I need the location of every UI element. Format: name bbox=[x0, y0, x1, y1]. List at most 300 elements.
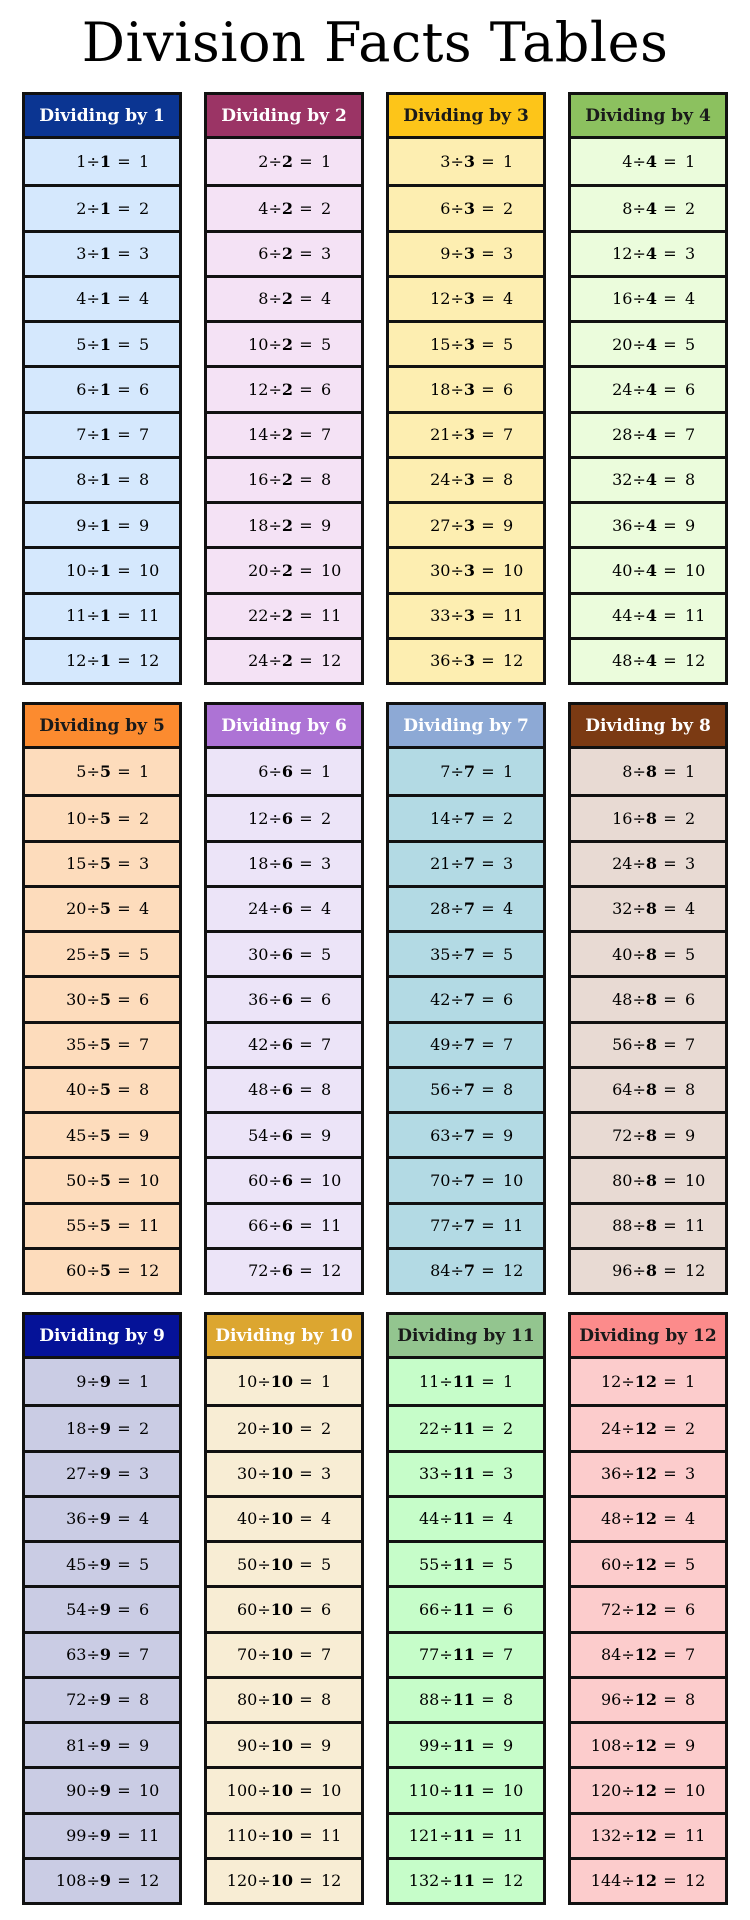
divisor: 10 bbox=[270, 1418, 293, 1438]
divisor: 10 bbox=[270, 1780, 293, 1800]
division-sign: ÷ bbox=[632, 808, 646, 828]
division-expression bbox=[25, 1555, 113, 1574]
fact-row bbox=[571, 1066, 725, 1111]
division-sign: ÷ bbox=[439, 1464, 453, 1484]
divisor: 7 bbox=[463, 944, 475, 964]
division-expression bbox=[25, 516, 113, 535]
dividend: 1 bbox=[76, 152, 87, 172]
division-expression bbox=[207, 335, 295, 354]
equals-sign: = bbox=[663, 1690, 677, 1710]
division-sign: ÷ bbox=[268, 379, 282, 399]
fact-row bbox=[25, 1359, 179, 1404]
equals-sign: = bbox=[481, 379, 495, 399]
fact-row bbox=[571, 1111, 725, 1156]
divisor: 3 bbox=[463, 289, 475, 309]
dividend: 10 bbox=[66, 560, 87, 580]
quotient: 5 bbox=[685, 334, 696, 354]
divisor: 8 bbox=[645, 808, 657, 828]
fact-row bbox=[571, 1495, 725, 1540]
division-expression bbox=[207, 1419, 295, 1438]
divisor: 3 bbox=[463, 152, 475, 172]
divisor: 3 bbox=[463, 606, 475, 626]
dividend: 50 bbox=[236, 1554, 258, 1574]
dividend: 12 bbox=[600, 1372, 622, 1392]
equals-sign: = bbox=[481, 560, 495, 580]
division-expression bbox=[571, 899, 659, 918]
quotient: 3 bbox=[321, 244, 332, 264]
fact-row bbox=[25, 637, 179, 682]
divisor: 10 bbox=[270, 1599, 293, 1619]
fact-row bbox=[207, 1156, 361, 1201]
table-header: Dividing by 11 bbox=[389, 1315, 543, 1359]
dividend: 12 bbox=[612, 244, 633, 264]
quotient: 3 bbox=[139, 1464, 150, 1484]
divisor: 1 bbox=[99, 289, 111, 309]
divisor: 12 bbox=[634, 1780, 657, 1800]
fact-row bbox=[25, 1766, 179, 1811]
page-title: Division Facts Tables bbox=[81, 11, 669, 74]
equals-sign: = bbox=[117, 1372, 131, 1392]
divisor: 4 bbox=[645, 560, 657, 580]
quotient: 8 bbox=[321, 1690, 332, 1710]
equals-sign: = bbox=[481, 1125, 495, 1145]
fact-row bbox=[207, 411, 361, 456]
division-expression bbox=[571, 809, 659, 828]
divisor: 2 bbox=[281, 244, 293, 264]
quotient: 9 bbox=[503, 1735, 514, 1755]
quotient: 12 bbox=[139, 1871, 160, 1891]
division-expression bbox=[207, 1080, 295, 1099]
division-sign: ÷ bbox=[632, 944, 646, 964]
equals-sign: = bbox=[117, 515, 131, 535]
dividend: 90 bbox=[66, 1780, 87, 1800]
fact-row bbox=[25, 1540, 179, 1585]
division-sign: ÷ bbox=[632, 289, 646, 309]
division-expression bbox=[207, 1126, 295, 1145]
divisor: 12 bbox=[634, 1418, 657, 1438]
quotient: 12 bbox=[503, 1261, 524, 1281]
quotient: 12 bbox=[139, 1261, 160, 1281]
quotient: 6 bbox=[503, 1599, 514, 1619]
fact-row bbox=[25, 1247, 179, 1292]
equals-sign: = bbox=[117, 425, 131, 445]
quotient: 10 bbox=[139, 560, 160, 580]
division-sign: ÷ bbox=[86, 762, 100, 782]
equals-sign: = bbox=[481, 1780, 495, 1800]
equals-sign: = bbox=[299, 198, 313, 218]
fact-row bbox=[389, 930, 543, 975]
equals-sign: = bbox=[299, 1035, 313, 1055]
equals-sign: = bbox=[299, 1826, 313, 1846]
dividend: 6 bbox=[440, 198, 451, 218]
fact-row bbox=[207, 1812, 361, 1857]
divisor: 8 bbox=[645, 1261, 657, 1281]
quotient: 2 bbox=[503, 808, 514, 828]
fact-row bbox=[207, 1021, 361, 1066]
divisor: 8 bbox=[645, 1170, 657, 1190]
division-expression bbox=[389, 1419, 477, 1438]
equals-sign: = bbox=[663, 1509, 677, 1529]
divisor: 5 bbox=[99, 1261, 111, 1281]
division-expression bbox=[25, 152, 113, 171]
fact-row bbox=[207, 1404, 361, 1449]
quotient: 5 bbox=[139, 334, 150, 354]
equals-sign: = bbox=[117, 1826, 131, 1846]
equals-sign: = bbox=[481, 198, 495, 218]
fact-row bbox=[389, 456, 543, 501]
equals-sign: = bbox=[117, 899, 131, 919]
fact-row bbox=[571, 1450, 725, 1495]
division-sign: ÷ bbox=[450, 289, 464, 309]
dividend: 12 bbox=[66, 651, 87, 671]
equals-sign: = bbox=[663, 899, 677, 919]
fact-row bbox=[25, 184, 179, 229]
fact-row bbox=[207, 275, 361, 320]
division-sign: ÷ bbox=[268, 989, 282, 1009]
fact-row bbox=[571, 501, 725, 546]
equals-sign: = bbox=[481, 1690, 495, 1710]
equals-sign: = bbox=[663, 944, 677, 964]
dividend: 10 bbox=[236, 1372, 258, 1392]
division-sign: ÷ bbox=[621, 1464, 635, 1484]
quotient: 7 bbox=[503, 1035, 514, 1055]
division-sign: ÷ bbox=[268, 762, 282, 782]
divisor: 6 bbox=[281, 1035, 293, 1055]
divisor: 7 bbox=[463, 899, 475, 919]
quotient: 6 bbox=[503, 379, 514, 399]
fact-row bbox=[207, 546, 361, 591]
equals-sign: = bbox=[299, 1780, 313, 1800]
division-sign: ÷ bbox=[621, 1418, 635, 1438]
equals-sign: = bbox=[481, 762, 495, 782]
division-expression bbox=[207, 244, 295, 263]
equals-sign: = bbox=[481, 470, 495, 490]
equals-sign: = bbox=[481, 1645, 495, 1665]
divisor: 7 bbox=[463, 1080, 475, 1100]
division-sign: ÷ bbox=[450, 762, 464, 782]
table-header: Dividing by 9 bbox=[25, 1315, 179, 1359]
equals-sign: = bbox=[663, 1216, 677, 1236]
division-expression bbox=[389, 516, 477, 535]
fact-row bbox=[571, 365, 725, 410]
fact-row bbox=[25, 456, 179, 501]
equals-sign: = bbox=[299, 515, 313, 535]
fact-row bbox=[389, 546, 543, 591]
quotient: 1 bbox=[503, 1372, 514, 1392]
division-expression bbox=[389, 1781, 477, 1800]
quotient: 4 bbox=[685, 1509, 696, 1529]
equals-sign: = bbox=[481, 334, 495, 354]
dividend: 77 bbox=[430, 1216, 451, 1236]
division-sign: ÷ bbox=[439, 1735, 453, 1755]
division-sign: ÷ bbox=[450, 1125, 464, 1145]
division-expression bbox=[207, 1509, 295, 1528]
equals-sign: = bbox=[663, 198, 677, 218]
divisor: 4 bbox=[645, 606, 657, 626]
divisor: 10 bbox=[270, 1554, 293, 1574]
division-expression bbox=[207, 1464, 295, 1483]
division-expression bbox=[571, 470, 659, 489]
equals-sign: = bbox=[117, 1509, 131, 1529]
divisor: 9 bbox=[99, 1464, 111, 1484]
division-sign: ÷ bbox=[450, 334, 464, 354]
division-sign: ÷ bbox=[86, 152, 100, 172]
divisor: 8 bbox=[645, 762, 657, 782]
fact-row bbox=[389, 1721, 543, 1766]
division-sign: ÷ bbox=[450, 470, 464, 490]
division-sign: ÷ bbox=[257, 1372, 271, 1392]
equals-sign: = bbox=[663, 1464, 677, 1484]
dividend: 56 bbox=[430, 1080, 451, 1100]
division-sign: ÷ bbox=[86, 198, 100, 218]
equals-sign: = bbox=[299, 244, 313, 264]
equals-sign: = bbox=[481, 1826, 495, 1846]
division-sign: ÷ bbox=[268, 1261, 282, 1281]
division-sign: ÷ bbox=[268, 808, 282, 828]
division-expression bbox=[571, 1171, 659, 1190]
dividend: 36 bbox=[66, 1509, 87, 1529]
dividend: 35 bbox=[430, 944, 451, 964]
dividend: 27 bbox=[66, 1464, 87, 1484]
dividend: 3 bbox=[76, 244, 87, 264]
quotient: 7 bbox=[503, 1645, 514, 1665]
division-expression bbox=[207, 425, 295, 444]
division-sign: ÷ bbox=[621, 1645, 635, 1665]
division-expression bbox=[389, 1736, 477, 1755]
dividend: 24 bbox=[612, 379, 633, 399]
division-expression bbox=[25, 945, 113, 964]
dividend: 10 bbox=[248, 334, 269, 354]
fact-row bbox=[389, 320, 543, 365]
divisor: 8 bbox=[645, 899, 657, 919]
fact-row bbox=[25, 1631, 179, 1676]
division-sign: ÷ bbox=[450, 606, 464, 626]
quotient: 5 bbox=[503, 1554, 514, 1574]
divisor: 2 bbox=[281, 334, 293, 354]
divisor: 2 bbox=[281, 289, 293, 309]
quotient: 9 bbox=[685, 1735, 696, 1755]
division-expression bbox=[571, 561, 659, 580]
dividend: 44 bbox=[612, 606, 633, 626]
quotient: 7 bbox=[503, 425, 514, 445]
division-expression bbox=[571, 854, 659, 873]
fact-row bbox=[389, 1676, 543, 1721]
equals-sign: = bbox=[663, 334, 677, 354]
fact-row bbox=[25, 1676, 179, 1721]
fact-row bbox=[389, 1540, 543, 1585]
division-sign: ÷ bbox=[632, 515, 646, 535]
division-expression bbox=[571, 1871, 659, 1890]
quotient: 10 bbox=[685, 560, 706, 580]
fact-row bbox=[25, 1585, 179, 1630]
fact-row bbox=[571, 794, 725, 839]
quotient: 8 bbox=[139, 470, 150, 490]
division-table bbox=[22, 92, 182, 685]
division-sign: ÷ bbox=[268, 1080, 282, 1100]
division-expression bbox=[389, 854, 477, 873]
equals-sign: = bbox=[663, 244, 677, 264]
quotient: 2 bbox=[139, 808, 150, 828]
fact-row bbox=[207, 637, 361, 682]
division-sign: ÷ bbox=[621, 1599, 635, 1619]
dividend: 2 bbox=[76, 198, 87, 218]
equals-sign: = bbox=[481, 244, 495, 264]
table-header: Dividing by 1 bbox=[25, 95, 179, 139]
division-sign: ÷ bbox=[632, 334, 646, 354]
equals-sign: = bbox=[663, 606, 677, 626]
division-expression bbox=[25, 1690, 113, 1709]
division-expression bbox=[25, 561, 113, 580]
quotient: 7 bbox=[139, 1035, 150, 1055]
dividend: 22 bbox=[418, 1418, 440, 1438]
equals-sign: = bbox=[299, 560, 313, 580]
division-sign: ÷ bbox=[86, 1464, 100, 1484]
divisor: 4 bbox=[645, 198, 657, 218]
fact-row bbox=[571, 230, 725, 275]
divisor: 9 bbox=[99, 1509, 111, 1529]
divisor: 3 bbox=[463, 244, 475, 264]
dividend: 55 bbox=[418, 1554, 440, 1574]
quotient: 2 bbox=[321, 808, 332, 828]
division-expression bbox=[389, 1372, 477, 1391]
equals-sign: = bbox=[299, 1372, 313, 1392]
dividend: 70 bbox=[430, 1170, 451, 1190]
equals-sign: = bbox=[481, 1372, 495, 1392]
division-sign: ÷ bbox=[268, 560, 282, 580]
division-sign: ÷ bbox=[86, 1216, 100, 1236]
divisor: 3 bbox=[463, 470, 475, 490]
division-sign: ÷ bbox=[450, 379, 464, 399]
equals-sign: = bbox=[117, 334, 131, 354]
fact-row bbox=[207, 1111, 361, 1156]
dividend: 16 bbox=[248, 470, 269, 490]
fact-row bbox=[389, 1812, 543, 1857]
divisor: 2 bbox=[281, 470, 293, 490]
division-sign: ÷ bbox=[86, 606, 100, 626]
dividend: 33 bbox=[418, 1464, 440, 1484]
fact-row bbox=[25, 840, 179, 885]
divisor: 5 bbox=[99, 1170, 111, 1190]
division-expression bbox=[571, 990, 659, 1009]
division-table bbox=[386, 702, 546, 1295]
dividend: 36 bbox=[430, 651, 451, 671]
dividend: 81 bbox=[66, 1735, 87, 1755]
division-sign: ÷ bbox=[86, 1170, 100, 1190]
quotient: 3 bbox=[503, 244, 514, 264]
division-sign: ÷ bbox=[268, 198, 282, 218]
equals-sign: = bbox=[299, 606, 313, 626]
quotient: 1 bbox=[503, 152, 514, 172]
division-sign: ÷ bbox=[86, 1509, 100, 1529]
equals-sign: = bbox=[481, 515, 495, 535]
dividend: 12 bbox=[248, 808, 269, 828]
dividend: 30 bbox=[66, 989, 87, 1009]
divisor: 11 bbox=[452, 1599, 475, 1619]
divisor: 4 bbox=[645, 289, 657, 309]
division-sign: ÷ bbox=[632, 606, 646, 626]
divisor: 7 bbox=[463, 1261, 475, 1281]
dividend: 72 bbox=[612, 1125, 633, 1145]
divisor: 12 bbox=[634, 1464, 657, 1484]
equals-sign: = bbox=[481, 1871, 495, 1891]
quotient: 8 bbox=[503, 1690, 514, 1710]
fact-row bbox=[207, 184, 361, 229]
equals-sign: = bbox=[117, 762, 131, 782]
fact-row bbox=[207, 1450, 361, 1495]
quotient: 8 bbox=[139, 1690, 150, 1710]
quotient: 8 bbox=[139, 1080, 150, 1100]
quotient: 9 bbox=[321, 1735, 332, 1755]
equals-sign: = bbox=[481, 1080, 495, 1100]
division-expression bbox=[389, 470, 477, 489]
division-expression bbox=[389, 425, 477, 444]
equals-sign: = bbox=[117, 1125, 131, 1145]
division-sign: ÷ bbox=[632, 1080, 646, 1100]
division-sign: ÷ bbox=[86, 515, 100, 535]
divisor: 7 bbox=[463, 808, 475, 828]
division-expression bbox=[207, 1871, 295, 1890]
equals-sign: = bbox=[481, 289, 495, 309]
division-sign: ÷ bbox=[632, 198, 646, 218]
quotient: 3 bbox=[321, 854, 332, 874]
dividend: 45 bbox=[66, 1125, 87, 1145]
dividend: 4 bbox=[622, 152, 633, 172]
division-sign: ÷ bbox=[268, 1216, 282, 1236]
fact-row bbox=[25, 1202, 179, 1247]
quotient: 11 bbox=[321, 1216, 342, 1236]
divisor: 4 bbox=[645, 152, 657, 172]
quotient: 1 bbox=[139, 1372, 150, 1392]
fact-row bbox=[571, 411, 725, 456]
division-expression bbox=[571, 1555, 659, 1574]
divisor: 11 bbox=[452, 1735, 475, 1755]
fact-row bbox=[25, 885, 179, 930]
fact-row bbox=[571, 1676, 725, 1721]
quotient: 1 bbox=[139, 152, 150, 172]
quotient: 2 bbox=[139, 198, 150, 218]
dividend: 6 bbox=[258, 762, 269, 782]
quotient: 7 bbox=[685, 1035, 696, 1055]
quotient: 5 bbox=[139, 944, 150, 964]
equals-sign: = bbox=[663, 1080, 677, 1100]
divisor: 9 bbox=[99, 1418, 111, 1438]
divisor: 5 bbox=[99, 1035, 111, 1055]
dividend: 144 bbox=[590, 1871, 622, 1891]
fact-row bbox=[571, 320, 725, 365]
division-sign: ÷ bbox=[268, 899, 282, 919]
division-table bbox=[204, 702, 364, 1295]
divisor: 8 bbox=[645, 854, 657, 874]
divisor: 2 bbox=[281, 152, 293, 172]
divisor: 6 bbox=[281, 989, 293, 1009]
fact-row bbox=[25, 1857, 179, 1902]
dividend: 88 bbox=[418, 1690, 440, 1710]
quotient: 1 bbox=[503, 762, 514, 782]
division-expression bbox=[207, 1781, 295, 1800]
division-sign: ÷ bbox=[268, 1035, 282, 1055]
division-expression bbox=[207, 1171, 295, 1190]
equals-sign: = bbox=[117, 1418, 131, 1438]
division-expression bbox=[207, 990, 295, 1009]
division-table bbox=[568, 92, 728, 685]
divisor: 5 bbox=[99, 1216, 111, 1236]
quotient: 6 bbox=[685, 379, 696, 399]
division-expression bbox=[389, 199, 477, 218]
equals-sign: = bbox=[663, 1035, 677, 1055]
quotient: 4 bbox=[685, 289, 696, 309]
dividend: 66 bbox=[418, 1599, 440, 1619]
division-sign: ÷ bbox=[439, 1690, 453, 1710]
